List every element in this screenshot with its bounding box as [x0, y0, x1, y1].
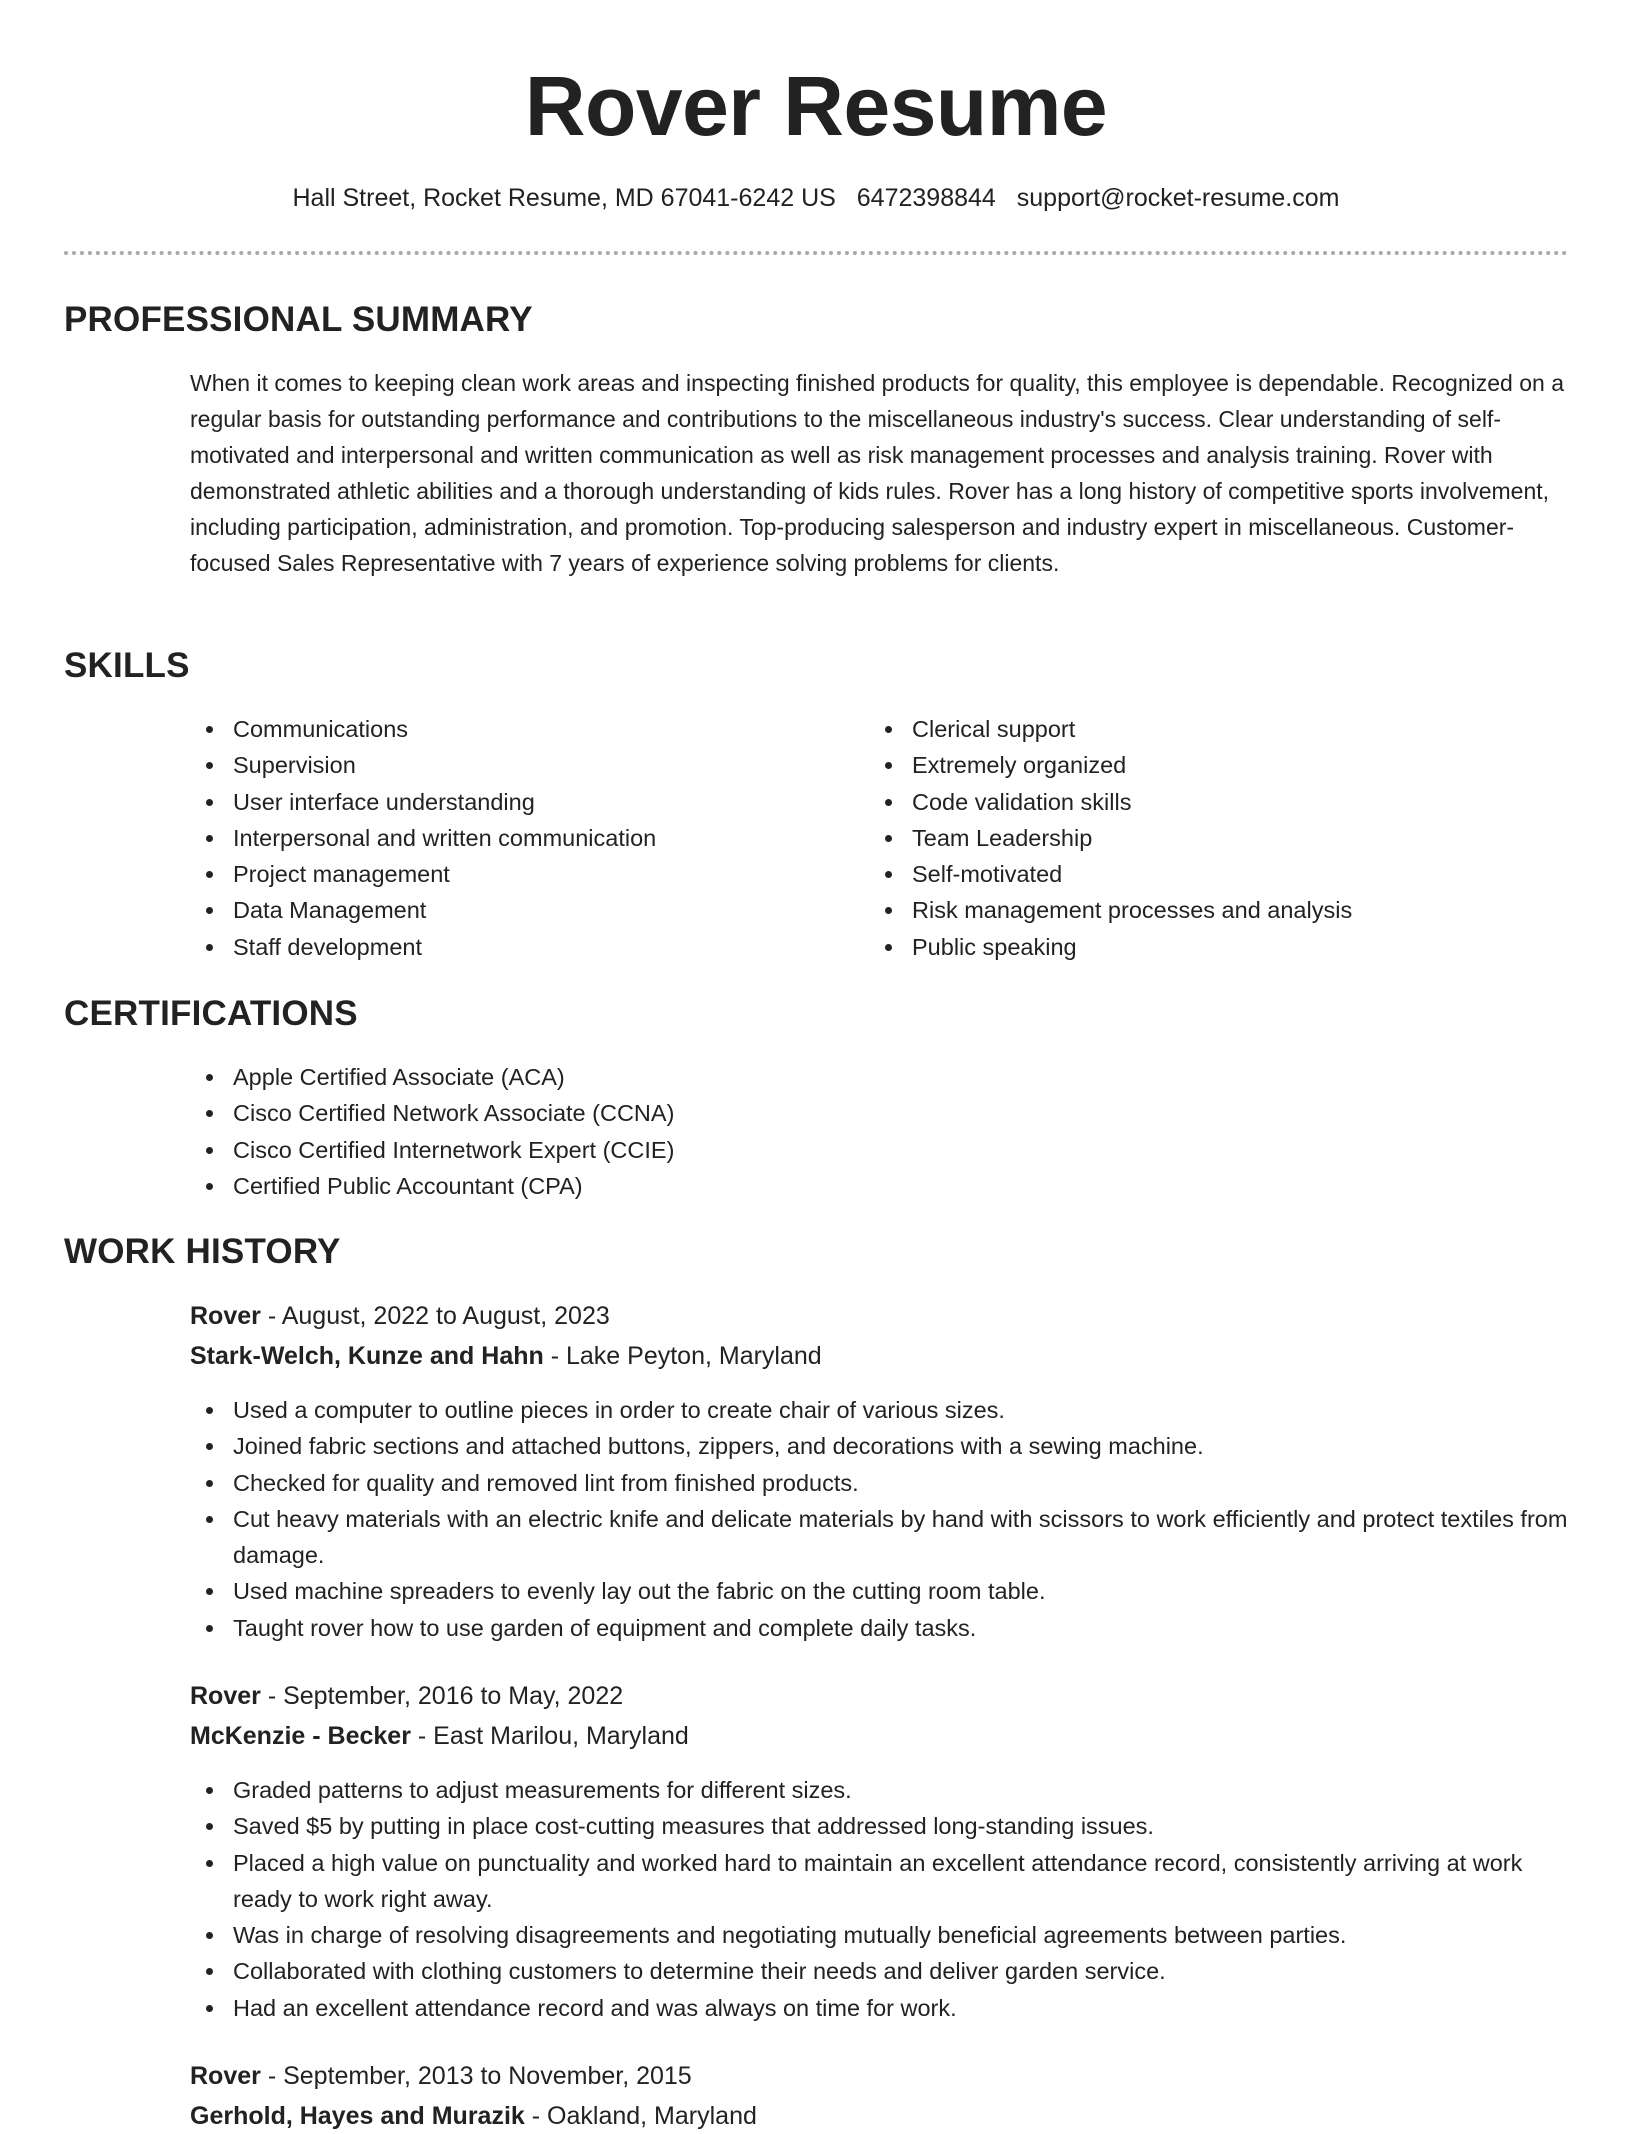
skill-item: Team Leadership	[869, 820, 1568, 856]
job-duties-list	[190, 1772, 1568, 2026]
job-duty-item: Joined fabric sections and attached buttons, zippers, and decorations with a sewing machine.	[190, 1428, 1568, 1464]
skill-item: Extremely organized	[869, 747, 1568, 783]
skills-list-left	[190, 711, 850, 965]
phone-number: 6472398844	[856, 184, 996, 212]
job-role: Rover	[190, 2062, 261, 2090]
job-duty-item: Used a computer to outline pieces in order to create chair of various sizes.	[190, 1392, 1568, 1428]
job-duty-item: Graded patterns to adjust measurements for different sizes.	[190, 1772, 1568, 1808]
job-location: - Lake Peyton, Maryland	[543, 1342, 822, 1370]
email-address: support@rocket-resume.com	[1016, 184, 1340, 212]
skill-item: Public speaking	[869, 929, 1568, 965]
contact-info	[0, 180, 1632, 216]
skill-item: Staff development	[190, 929, 850, 965]
address: Hall Street, Rocket Resume, MD 67041-6242 US	[292, 184, 836, 212]
job-company-line	[190, 1338, 822, 1374]
job-role: Rover	[190, 1682, 261, 1710]
job-company: Stark-Welch, Kunze and Hahn	[190, 1342, 544, 1370]
skill-item: Clerical support	[869, 711, 1568, 747]
job-duty-item: Saved $5 by putting in place cost-cutting measures that addressed long-standing issues.	[190, 1808, 1568, 1844]
job-duties-list	[190, 1392, 1568, 1646]
skill-item: Interpersonal and written communication	[190, 820, 850, 856]
job-title-line	[190, 1298, 610, 1334]
job-dates: - August, 2022 to August, 2023	[260, 1302, 610, 1330]
certification-item: Certified Public Accountant (CPA)	[190, 1168, 1568, 1204]
header-divider	[64, 251, 1568, 255]
candidate-name: Rover Resume	[524, 59, 1108, 153]
job-company: Gerhold, Hayes and Murazik	[190, 2102, 525, 2130]
certification-item: Cisco Certified Internetwork Expert (CCIE)	[190, 1132, 1568, 1168]
certifications-list	[190, 1059, 1568, 1204]
skills-list-right	[869, 711, 1568, 965]
skill-item: Self-motivated	[869, 856, 1568, 892]
job-company-line	[190, 1718, 689, 1754]
skill-item: Code validation skills	[869, 784, 1568, 820]
section-title-work-history: WORK HISTORY	[64, 1232, 341, 1271]
job-role: Rover	[190, 1302, 261, 1330]
skill-item: Risk management processes and analysis	[869, 892, 1568, 928]
job-duty-item: Placed a high value on punctuality and worked hard to maintain an excellent attendance record, consistently arriving at work ready to work right away.	[190, 1845, 1568, 1918]
certification-item: Cisco Certified Network Associate (CCNA)	[190, 1095, 1568, 1131]
certification-item: Apple Certified Associate (ACA)	[190, 1059, 1568, 1095]
job-location: - East Marilou, Maryland	[410, 1722, 689, 1750]
job-duty-item: Checked for quality and removed lint from finished products.	[190, 1465, 1568, 1501]
job-location: - Oakland, Maryland	[524, 2102, 757, 2130]
job-company-line	[190, 2098, 757, 2134]
job-duty-item: Had an excellent attendance record and was always on time for work.	[190, 1990, 1568, 2026]
skill-item: Project management	[190, 856, 850, 892]
job-dates: - September, 2016 to May, 2022	[260, 1682, 624, 1710]
skill-item: Supervision	[190, 747, 850, 783]
job-duty-item: Used machine spreaders to evenly lay out the fabric on the cutting room table.	[190, 1573, 1568, 1609]
section-title-skills: SKILLS	[64, 646, 190, 685]
skill-item: Communications	[190, 711, 850, 747]
job-company: McKenzie - Becker	[190, 1722, 411, 1750]
job-title-line	[190, 2058, 692, 2094]
section-title-certifications: CERTIFICATIONS	[64, 994, 358, 1033]
skill-item: Data Management	[190, 892, 850, 928]
job-title-line	[190, 1678, 623, 1714]
job-duty-item: Taught rover how to use garden of equipment and complete daily tasks.	[190, 1610, 1568, 1646]
job-duty-item: Collaborated with clothing customers to determine their needs and deliver garden service.	[190, 1953, 1568, 1989]
job-dates: - September, 2013 to November, 2015	[260, 2062, 692, 2090]
job-duty-item: Was in charge of resolving disagreements and negotiating mutually beneficial agreements between parties.	[190, 1917, 1568, 1953]
skill-item: User interface understanding	[190, 784, 850, 820]
section-title-summary: PROFESSIONAL SUMMARY	[64, 300, 533, 339]
summary-text: When it comes to keeping clean work areas and inspecting finished products for quality, this employee is dependable. Recognized on a regular basis for outstanding performance and contributions to the miscellaneous industry's success. Clear understanding of self-motivated and interpersonal and written communication as well as risk management processes and analysis training. Rover with demonstrated athletic abilities and a thorough understanding of kids rules. Rover has a long history of competitive sports involvement, including participation, administration, and promotion. Top-producing salesperson and industry expert in miscellaneous. Customer-focused Sales Representative with 7 years of experience solving problems for clients.	[190, 370, 1564, 576]
job-duty-item: Cut heavy materials with an electric knife and delicate materials by hand with scissors to work efficiently and protect textiles from damage.	[190, 1501, 1568, 1574]
